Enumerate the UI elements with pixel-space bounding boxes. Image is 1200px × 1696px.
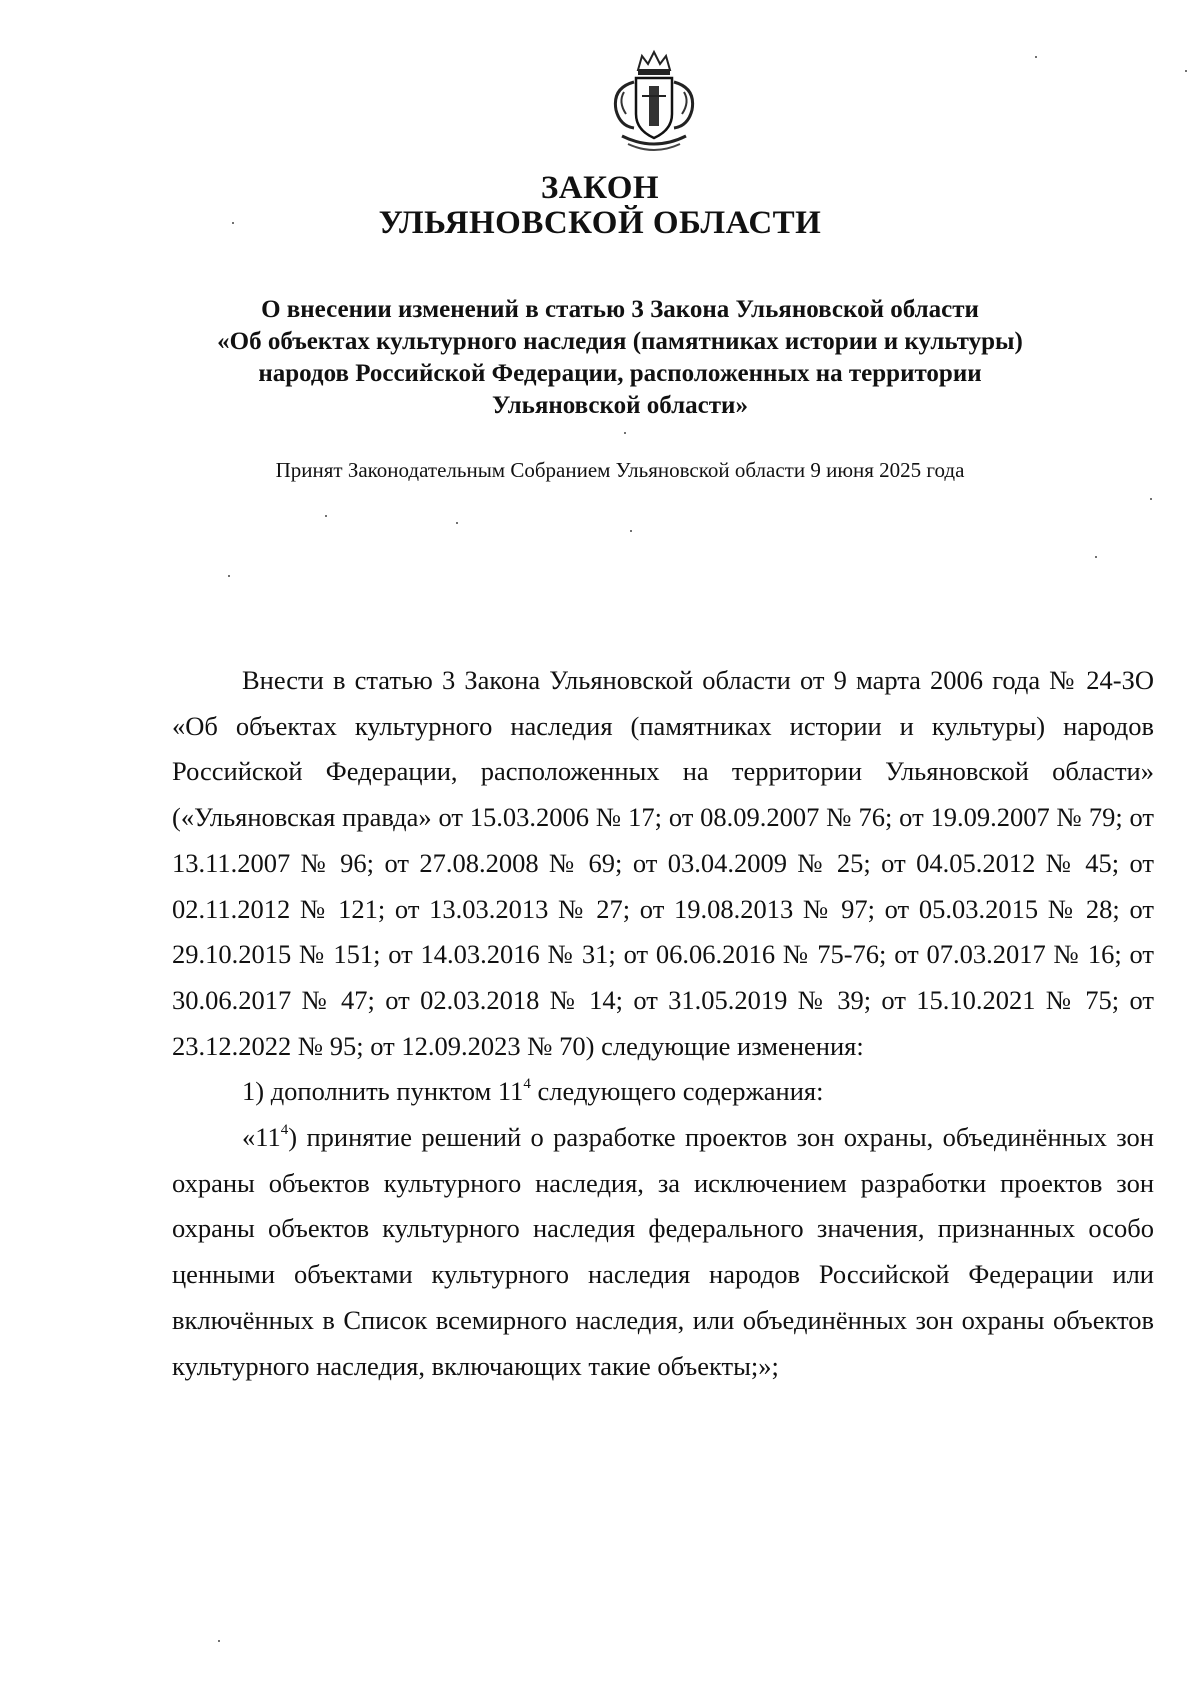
adoption-note: Принят Законодательным Собранием Ульяновской области 9 июня 2025 года [275,458,965,482]
subject-line: О внесении изменений в статью 3 Закона Ульяновской области [261,296,979,323]
law-subject-title [170,294,1070,422]
law-heading: ЗАКОН [540,170,660,206]
coat-of-arms-icon [594,48,714,156]
scan-speck [456,522,458,524]
subject-line: народов Российской Федерации, расположенных на территории [258,360,982,387]
region-heading: УЛЬЯНОВСКОЙ ОБЛАСТИ [378,205,822,241]
quote-text: ) принятие решений о разработке проектов зон охраны, объединённых зон охраны объектов культурного наследия, за исключением разработки проектов зон охраны объектов культурного наследия федерального значения, признанных особо ценными объектами культурного наследия народов Российской Федерации или включённых в Список всемирного наследия, или объединённых зон охраны объектов культурного наследия, включающих такие объекты;»; [172,1122,1154,1381]
scan-speck [232,222,234,224]
quote-number: «11 [242,1122,281,1153]
scan-speck [624,432,626,434]
scan-speck [325,515,327,517]
item-1-superscript: 4 [523,1076,531,1093]
subject-line: Ульяновской области» [492,392,748,419]
scan-speck [1095,556,1097,558]
scan-speck [630,530,632,532]
scan-speck [218,1640,220,1642]
intro-paragraph: Внести в статью 3 Закона Ульяновской области от 9 марта 2006 года № 24-ЗО «Об объектах культурного наследия (памятниках истории и культуры) народов Российской Федерации, расположенных на территории Ульяновской области» («Ульяновская правда» от 15.03.2006 № 17; от 08.09.2007 № 76; от 19.09.2007 № 79; от 13.11.2007 № 96; от 27.08.2008 № 69; от 03.04.2009 № 25; от 04.05.2012 № 45; от 02.11.2012 № 121; от 13.03.2013 № 27; от 19.08.2013 № 97; от 05.03.2015 № 28; от 29.10.2015 № 151; от 14.03.2016 № 31; от 06.06.2016 № 75-76; от 07.03.2017 № 16; от 30.06.2017 № 47; от 02.03.2018 № 14; от 31.05.2019 № 39; от 15.10.2021 № 75; от 23.12.2022 № 95; от 12.09.2023 № 70) следующие изменения: [172,665,1154,1061]
quoted-amendment [172,1115,1154,1389]
item-1-paragraph [172,1069,1154,1115]
law-body [172,658,1154,1389]
scan-speck [228,575,230,577]
scan-speck [1035,56,1037,58]
item-1-text: 1) дополнить пунктом 11 [242,1076,524,1107]
subject-line: «Об объектах культурного наследия (памятниках истории и культуры) [217,328,1023,355]
item-1-text-tail: следующего содержания: [530,1076,824,1107]
scan-speck [1185,70,1187,72]
scan-speck [1150,498,1152,500]
quote-superscript: 4 [280,1122,289,1139]
